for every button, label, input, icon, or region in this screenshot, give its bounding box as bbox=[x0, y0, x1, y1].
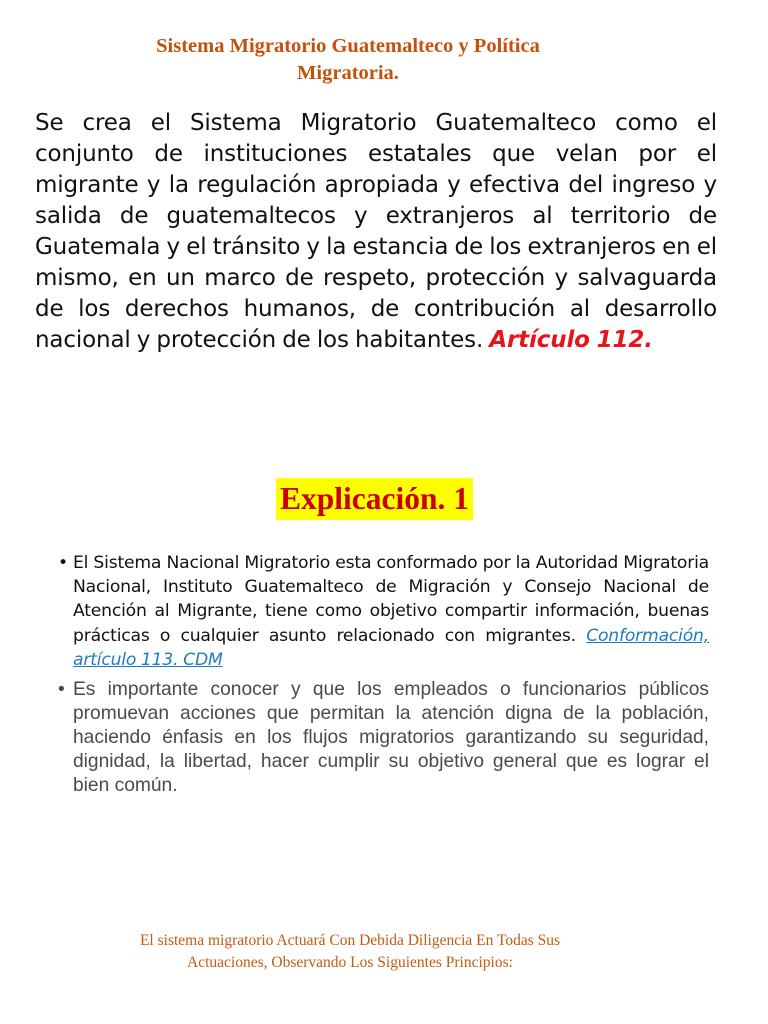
lead-text: Se crea el Sistema Migratorio Guatemalteco como el conjunto de instituciones estatales que velan por el migrante y la regulación apropiada y efectiva del ingreso y salida de guatemaltecos y extranjeros al territorio de Guatemala y el tránsito y la estancia de los extranjeros en el mismo, en un marco de respeto, protección y salvaguarda de los derechos humanos, de contribución al desarrollo nacional y protección de los habitantes. bbox=[35, 110, 717, 353]
conformacion-link[interactable]: Conformación, artículo 113. CDM bbox=[73, 625, 710, 670]
footer-note bbox=[70, 930, 630, 974]
bullet-text: Es importante conocer y que los empleados o funcionarios públicos promuevan acciones que permitan la atención digna de la población, haciendo énfasis en los flujos migratorios garantizando su seguridad, dignidad, la libertad, hacer cumplir su objetivo general que es lograr el bien común. bbox=[73, 679, 709, 797]
bullet-text: El Sistema Nacional Migratorio esta conformado por la Autoridad Migratoria Nacional, Instituto Guatemalteco de Migración y Consejo Nacional de Atención al Migrante, tiene como objetivo compartir información, buenas prácticas o cualquier asunto relacionado con migrantes. bbox=[73, 553, 709, 646]
page-title bbox=[40, 33, 656, 87]
bullet-item bbox=[58, 678, 709, 798]
explicacion-heading: Explicación. 1 bbox=[276, 478, 473, 520]
bullet-list bbox=[58, 551, 709, 798]
bullet-item bbox=[58, 551, 709, 672]
bullet-dot-icon: • bbox=[58, 679, 65, 701]
footer-line-2: Actuaciones, Observando Los Siguientes Principios: bbox=[187, 954, 513, 971]
bullet-dot-icon: • bbox=[58, 553, 68, 573]
article-reference: Artículo 112. bbox=[489, 327, 653, 353]
footer-line-1: El sistema migratorio Actuará Con Debida Diligencia En Todas Sus bbox=[139, 932, 561, 949]
title-line-2: Migratoria. bbox=[297, 62, 399, 84]
lead-paragraph bbox=[35, 108, 717, 356]
title-line-1: Sistema Migratorio Guatemalteco y Política bbox=[156, 35, 540, 57]
